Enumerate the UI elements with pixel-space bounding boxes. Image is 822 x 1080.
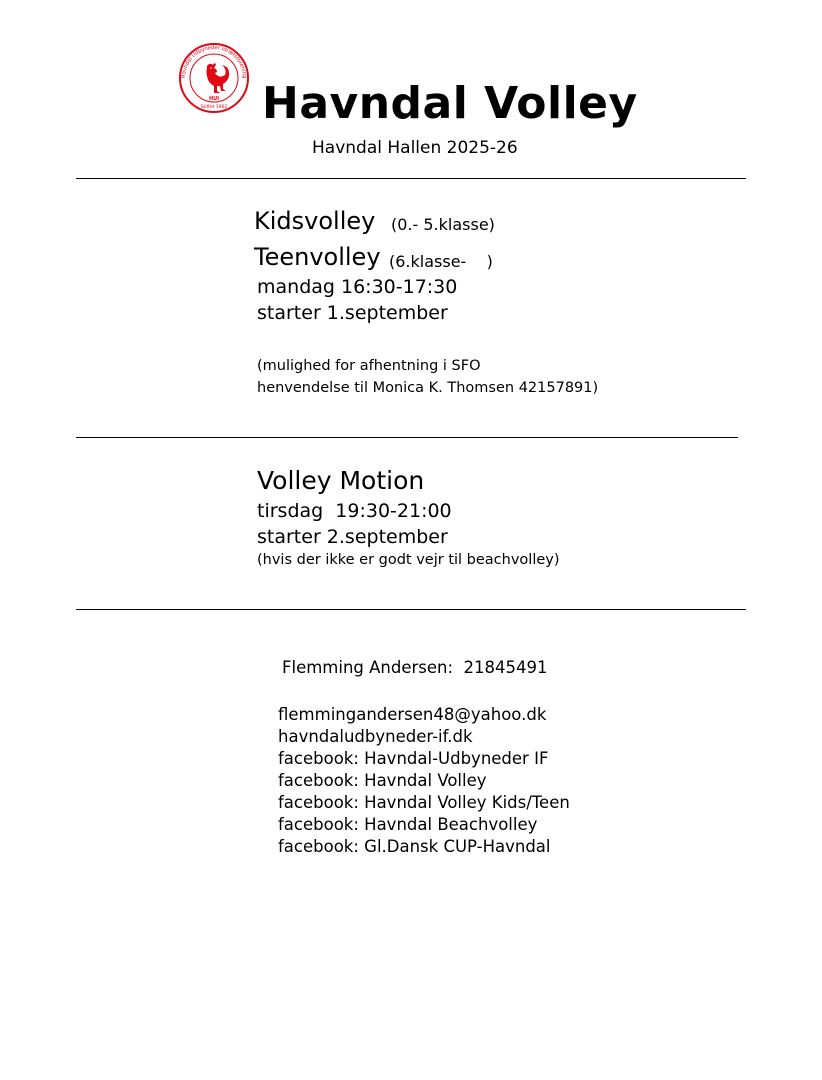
kids-pickup-line2: henvendelse til Monica K. Thomsen 42157891)	[257, 380, 599, 396]
logo-bottom-text: Stiftet 1962	[200, 105, 228, 110]
contact-facebook-link[interactable]: facebook: Havndal Volley Kids/Teen	[278, 793, 570, 812]
motion-title: Volley Motion	[257, 466, 425, 495]
motion-start: starter 2.september	[257, 526, 448, 548]
contact-facebook-link[interactable]: facebook: Gl.Dansk CUP-Havndal	[278, 837, 551, 856]
page-title: Havndal Volley	[262, 78, 638, 129]
divider	[76, 178, 746, 179]
teenvolley-title: Teenvolley	[254, 243, 381, 271]
kids-pickup-line1: (mulighed for afhentning i SFO	[257, 358, 481, 374]
page-subtitle: Havndal Hallen 2025-26	[312, 138, 518, 158]
club-logo	[178, 42, 250, 114]
kidsvolley-title: Kidsvolley	[254, 207, 376, 235]
kids-start: starter 1.september	[257, 302, 448, 324]
divider	[76, 437, 738, 438]
motion-schedule: tirsdag 19:30-21:00	[257, 500, 452, 522]
contact-email[interactable]: flemmingandersen48@yahoo.dk	[278, 705, 547, 724]
kids-schedule: mandag 16:30-17:30	[257, 276, 458, 298]
teenvolley-note: (6.klasse- )	[389, 252, 493, 271]
divider	[76, 609, 746, 610]
kidsvolley-note: (0.- 5.klasse)	[391, 215, 495, 234]
logo-center-text: HUI	[208, 96, 220, 102]
contact-facebook-link[interactable]: facebook: Havndal Volley	[278, 771, 487, 790]
rooster-icon	[207, 63, 230, 93]
motion-note: (hvis der ikke er godt vejr til beachvolley)	[257, 552, 560, 568]
contact-person: Flemming Andersen: 21845491	[282, 658, 548, 677]
contact-facebook-link[interactable]: facebook: Havndal-Udbyneder IF	[278, 749, 549, 768]
contact-facebook-link[interactable]: facebook: Havndal Beachvolley	[278, 815, 538, 834]
contact-website[interactable]: havndaludbyneder-if.dk	[278, 727, 473, 746]
logo-ring-text: Havndal Udbyneder Idrætsforening	[180, 44, 248, 79]
